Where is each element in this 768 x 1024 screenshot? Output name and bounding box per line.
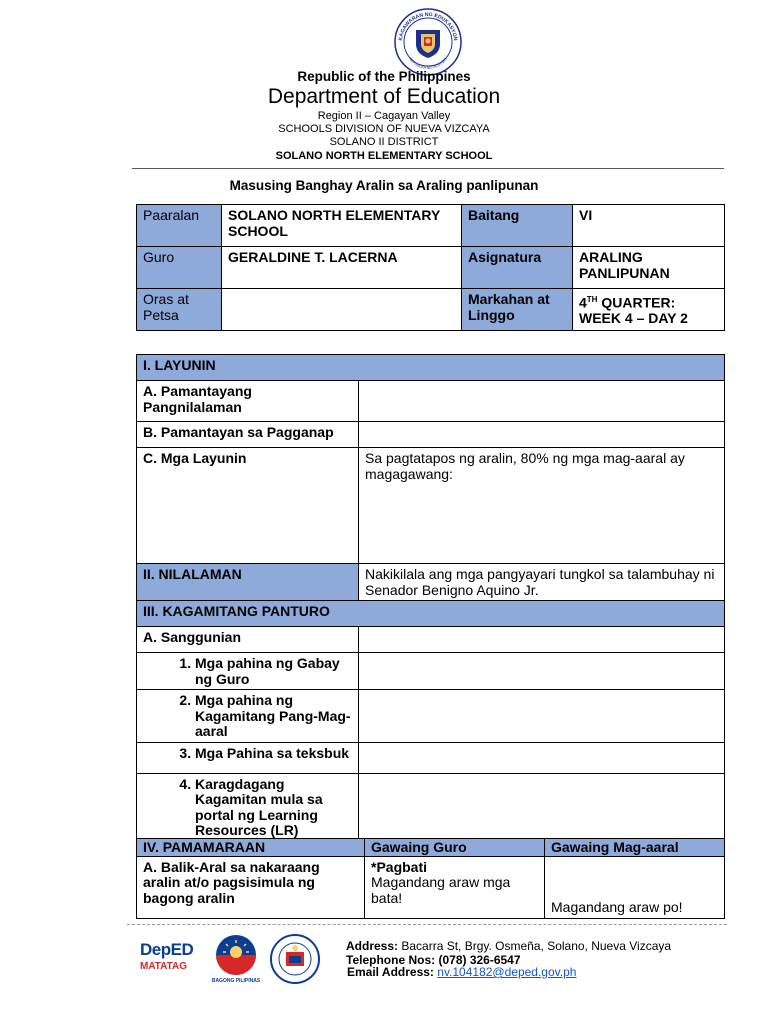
baitang-label: Baitang — [462, 205, 573, 247]
region-line: Region II – Cagayan Valley — [317, 110, 451, 122]
footer-divider — [127, 924, 727, 925]
layunin-header: I. LAYUNIN — [137, 355, 725, 381]
asignatura-value: ARALING PANLIPUNAN — [573, 247, 725, 289]
email-link[interactable]: nv.104182@deped.gov.ph — [437, 965, 577, 979]
document-title: Masusing Banghay Aralin sa Araling panlipunan — [229, 178, 539, 193]
gawaing-guro-header: Gawaing Guro — [365, 839, 545, 857]
procedure-table — [136, 838, 725, 919]
sanggunian-row — [137, 627, 725, 653]
resource-row-1 — [137, 653, 725, 690]
procedure-header-row — [137, 839, 725, 857]
lesson-plan-table — [136, 354, 725, 842]
nilalaman-row — [137, 564, 725, 601]
address-line: Address: Bacarra St, Brgy. Osmeña, Solano, Nueva Vizcaya — [346, 939, 672, 953]
pagbati-line: *Pagbati — [371, 858, 428, 875]
mga-layunin-value: Sa pagtatapos ng aralin, 80% ng mga mag-aaral ay magagawang: — [359, 448, 725, 564]
kagamitan-header: III. KAGAMITANG PANTURO — [137, 601, 725, 627]
info-row-paaralan — [137, 205, 725, 247]
header-divider — [132, 168, 724, 169]
balik-aral-row — [137, 856, 725, 918]
baitang-value: VI — [573, 205, 725, 247]
nilalaman-value: Nakikilala ang mga pangyayari tungkol sa talambuhay ni Senador Benigno Aquino Jr. — [359, 564, 725, 601]
republic-heading: Republic of the Philippines — [297, 69, 471, 84]
svg-text:KAGAWARAN NG EDUKASYON: KAGAWARAN NG EDUKASYON — [397, 11, 459, 42]
pamantayang-row — [137, 381, 725, 422]
resource-value-3 — [359, 742, 725, 773]
svg-text:REPUBLIKA NG PILIPINAS: REPUBLIKA NG PILIPINAS — [408, 57, 448, 71]
bagong-pilipinas-logo — [208, 934, 264, 984]
deped-matatag-logo: DepED MATATAG — [140, 940, 194, 972]
nilalaman-label: II. NILALAMAN — [137, 564, 359, 601]
info-row-guro — [137, 247, 725, 289]
sanggunian-value — [359, 627, 725, 653]
svg-text:BAGONG PILIPINAS: BAGONG PILIPINAS — [211, 978, 261, 984]
pamamaraan-header: IV. PAMAMARAAN — [137, 839, 365, 857]
pagganap-label: B. Pamantayan sa Pagganap — [137, 422, 359, 448]
guro-greeting: Magandang araw mga bata! — [371, 874, 511, 906]
layunin-header-row — [137, 355, 725, 381]
markahan-label: Markahan at Linggo — [462, 289, 573, 331]
telephone-line: Telephone Nos: (078) 326-6547 — [346, 953, 521, 967]
email-line: Email Address: nv.104182@deped.gov.ph — [347, 965, 577, 979]
sanggunian-label: A. Sanggunian — [137, 627, 359, 653]
guro-label: Guro — [137, 247, 222, 289]
gawaing-guro-cell — [365, 856, 545, 918]
balik-aral-label: A. Balik-Aral sa nakaraang aralin at/o pagsisimula ng bagong aralin — [137, 856, 365, 918]
school-line: SOLANO NORTH ELEMENTARY SCHOOL — [275, 150, 493, 162]
mga-layunin-label: C. Mga Layunin — [137, 448, 359, 564]
resource-item-4: 4. Karagdagang Kagamitan mula sa portal ng Learning Resources (LR) — [137, 773, 359, 841]
division-line: SCHOOLS DIVISION OF NUEVA VIZCAYA — [278, 123, 490, 135]
kagamitan-header-row — [137, 601, 725, 627]
pamantayang-label: A. Pamantayang Pangnilalaman — [137, 381, 359, 422]
paaralan-label: Paaralan — [137, 205, 222, 247]
gawaing-mag-aaral-header: Gawaing Mag-aaral — [545, 839, 725, 857]
resource-value-4 — [359, 773, 725, 841]
pagganap-row — [137, 422, 725, 448]
pagganap-value — [359, 422, 725, 448]
paaralan-value: SOLANO NORTH ELEMENTARY SCHOOL — [222, 205, 462, 247]
department-heading: Department of Education — [267, 85, 501, 108]
pamantayang-value — [359, 381, 725, 422]
resource-value-2 — [359, 690, 725, 743]
guro-value: GERALDINE T. LACERNA — [222, 247, 462, 289]
mag-aaral-response: Magandang araw po! — [545, 856, 725, 918]
district-line: SOLANO II DISTRICT — [329, 136, 439, 148]
resource-row-3 — [137, 742, 725, 773]
deped-seal-logo — [394, 8, 462, 76]
asignatura-label: Asignatura — [462, 247, 573, 289]
resource-item-3: 3. Mga Pahina sa teksbuk — [137, 742, 359, 773]
mga-layunin-row — [137, 448, 725, 564]
footer — [0, 920, 768, 1020]
info-table — [136, 204, 725, 331]
resource-item-2: 2. Mga pahina ng Kagamitang Pang-Mag-aaral — [137, 690, 359, 743]
resource-row-2 — [137, 690, 725, 743]
oras-label: Oras at Petsa — [137, 289, 222, 331]
resource-row-4 — [137, 773, 725, 841]
markahan-value: 4TH QUARTER: WEEK 4 – DAY 2 — [573, 289, 725, 331]
oras-value — [222, 289, 462, 331]
resource-item-1: 1. Mga pahina ng Gabay ng Guro — [137, 653, 359, 690]
school-logo — [270, 934, 320, 984]
info-row-oras — [137, 289, 725, 331]
resource-value-1 — [359, 653, 725, 690]
